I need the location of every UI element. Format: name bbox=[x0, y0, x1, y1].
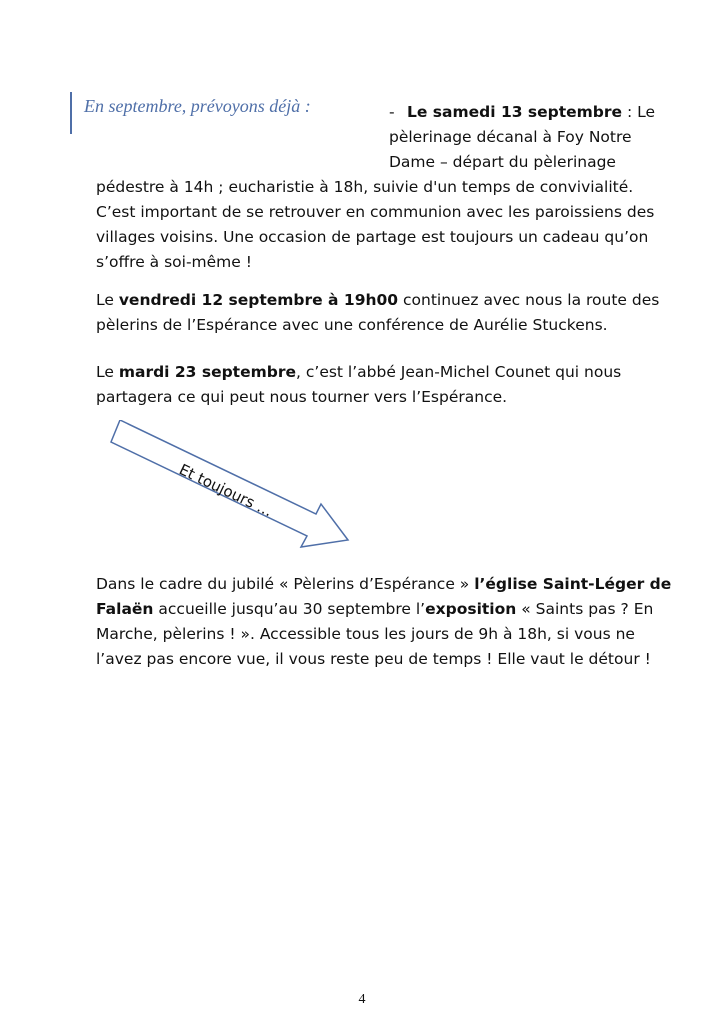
paragraph-conference bbox=[96, 288, 666, 338]
text-run: « Saints pas ? En bbox=[516, 600, 654, 618]
paragraph-line: Marche, pèlerins ! ». Accessible tous les jours de 9h à 18h, si vous ne bbox=[96, 625, 635, 643]
text-run: continuez avec nous la route des bbox=[398, 291, 660, 309]
first-item-rest: : Le bbox=[622, 103, 656, 121]
text-run: accueille jusqu’au 30 septembre l’ bbox=[153, 600, 426, 618]
paragraph-line bbox=[96, 360, 666, 385]
text-run: , c’est l’abbé Jean-Michel Counet qui nous bbox=[296, 363, 622, 381]
list-dash: - bbox=[389, 103, 395, 121]
paragraph-exhibition bbox=[96, 572, 676, 672]
paragraph-line bbox=[96, 597, 676, 622]
church-name: l’église Saint-Léger de bbox=[474, 575, 672, 593]
first-item-line-2: pèlerinage décanal à Foy Notre bbox=[389, 128, 632, 146]
paragraph-line: s’offre à soi-même ! bbox=[96, 253, 252, 271]
paragraph-line bbox=[96, 572, 676, 597]
abbe-date: mardi 23 septembre bbox=[118, 363, 297, 381]
first-item-date: Le samedi 13 septembre bbox=[407, 103, 623, 121]
paragraph-line: l’avez pas encore vue, il vous reste peu de temps ! Elle vaut le détour ! bbox=[96, 650, 651, 668]
paragraph-abbe bbox=[96, 360, 666, 410]
paragraph-line bbox=[96, 288, 666, 313]
paragraph-line: partagera ce qui peut nous tourner vers l’Espérance. bbox=[96, 388, 508, 406]
first-event-item bbox=[389, 100, 689, 175]
paragraph-pilgrimage bbox=[96, 175, 666, 275]
paragraph-line: C’est important de se retrouver en communion avec les paroissiens des bbox=[96, 203, 655, 221]
text-run: Le bbox=[96, 363, 119, 381]
first-item-line-3: Dame – départ du pèlerinage bbox=[389, 153, 616, 171]
exhibition-word: exposition bbox=[425, 600, 517, 618]
page-number: 4 bbox=[358, 992, 366, 1007]
text-run: Le bbox=[96, 291, 119, 309]
arrow-label: Et toujours … bbox=[176, 460, 276, 521]
pullquote-bar bbox=[70, 92, 72, 134]
paragraph-line: pèlerins de l’Espérance avec une conférence de Aurélie Stuckens. bbox=[96, 316, 608, 334]
paragraph-line: pédestre à 14h ; eucharistie à 18h, suivie d'un temps de convivialité. bbox=[96, 178, 634, 196]
conference-date: vendredi 12 septembre à 19h00 bbox=[118, 291, 399, 309]
arrow-shape bbox=[96, 420, 356, 560]
first-item-line-1 bbox=[389, 100, 689, 125]
paragraph-line: villages voisins. Une occasion de partage est toujours un cadeau qu’on bbox=[96, 228, 649, 246]
pullquote-text: En septembre, prévoyons déjà : bbox=[84, 96, 311, 116]
village-name: Falaën bbox=[96, 600, 154, 618]
text-run: Dans le cadre du jubilé « Pèlerins d’Espérance » bbox=[96, 575, 475, 593]
